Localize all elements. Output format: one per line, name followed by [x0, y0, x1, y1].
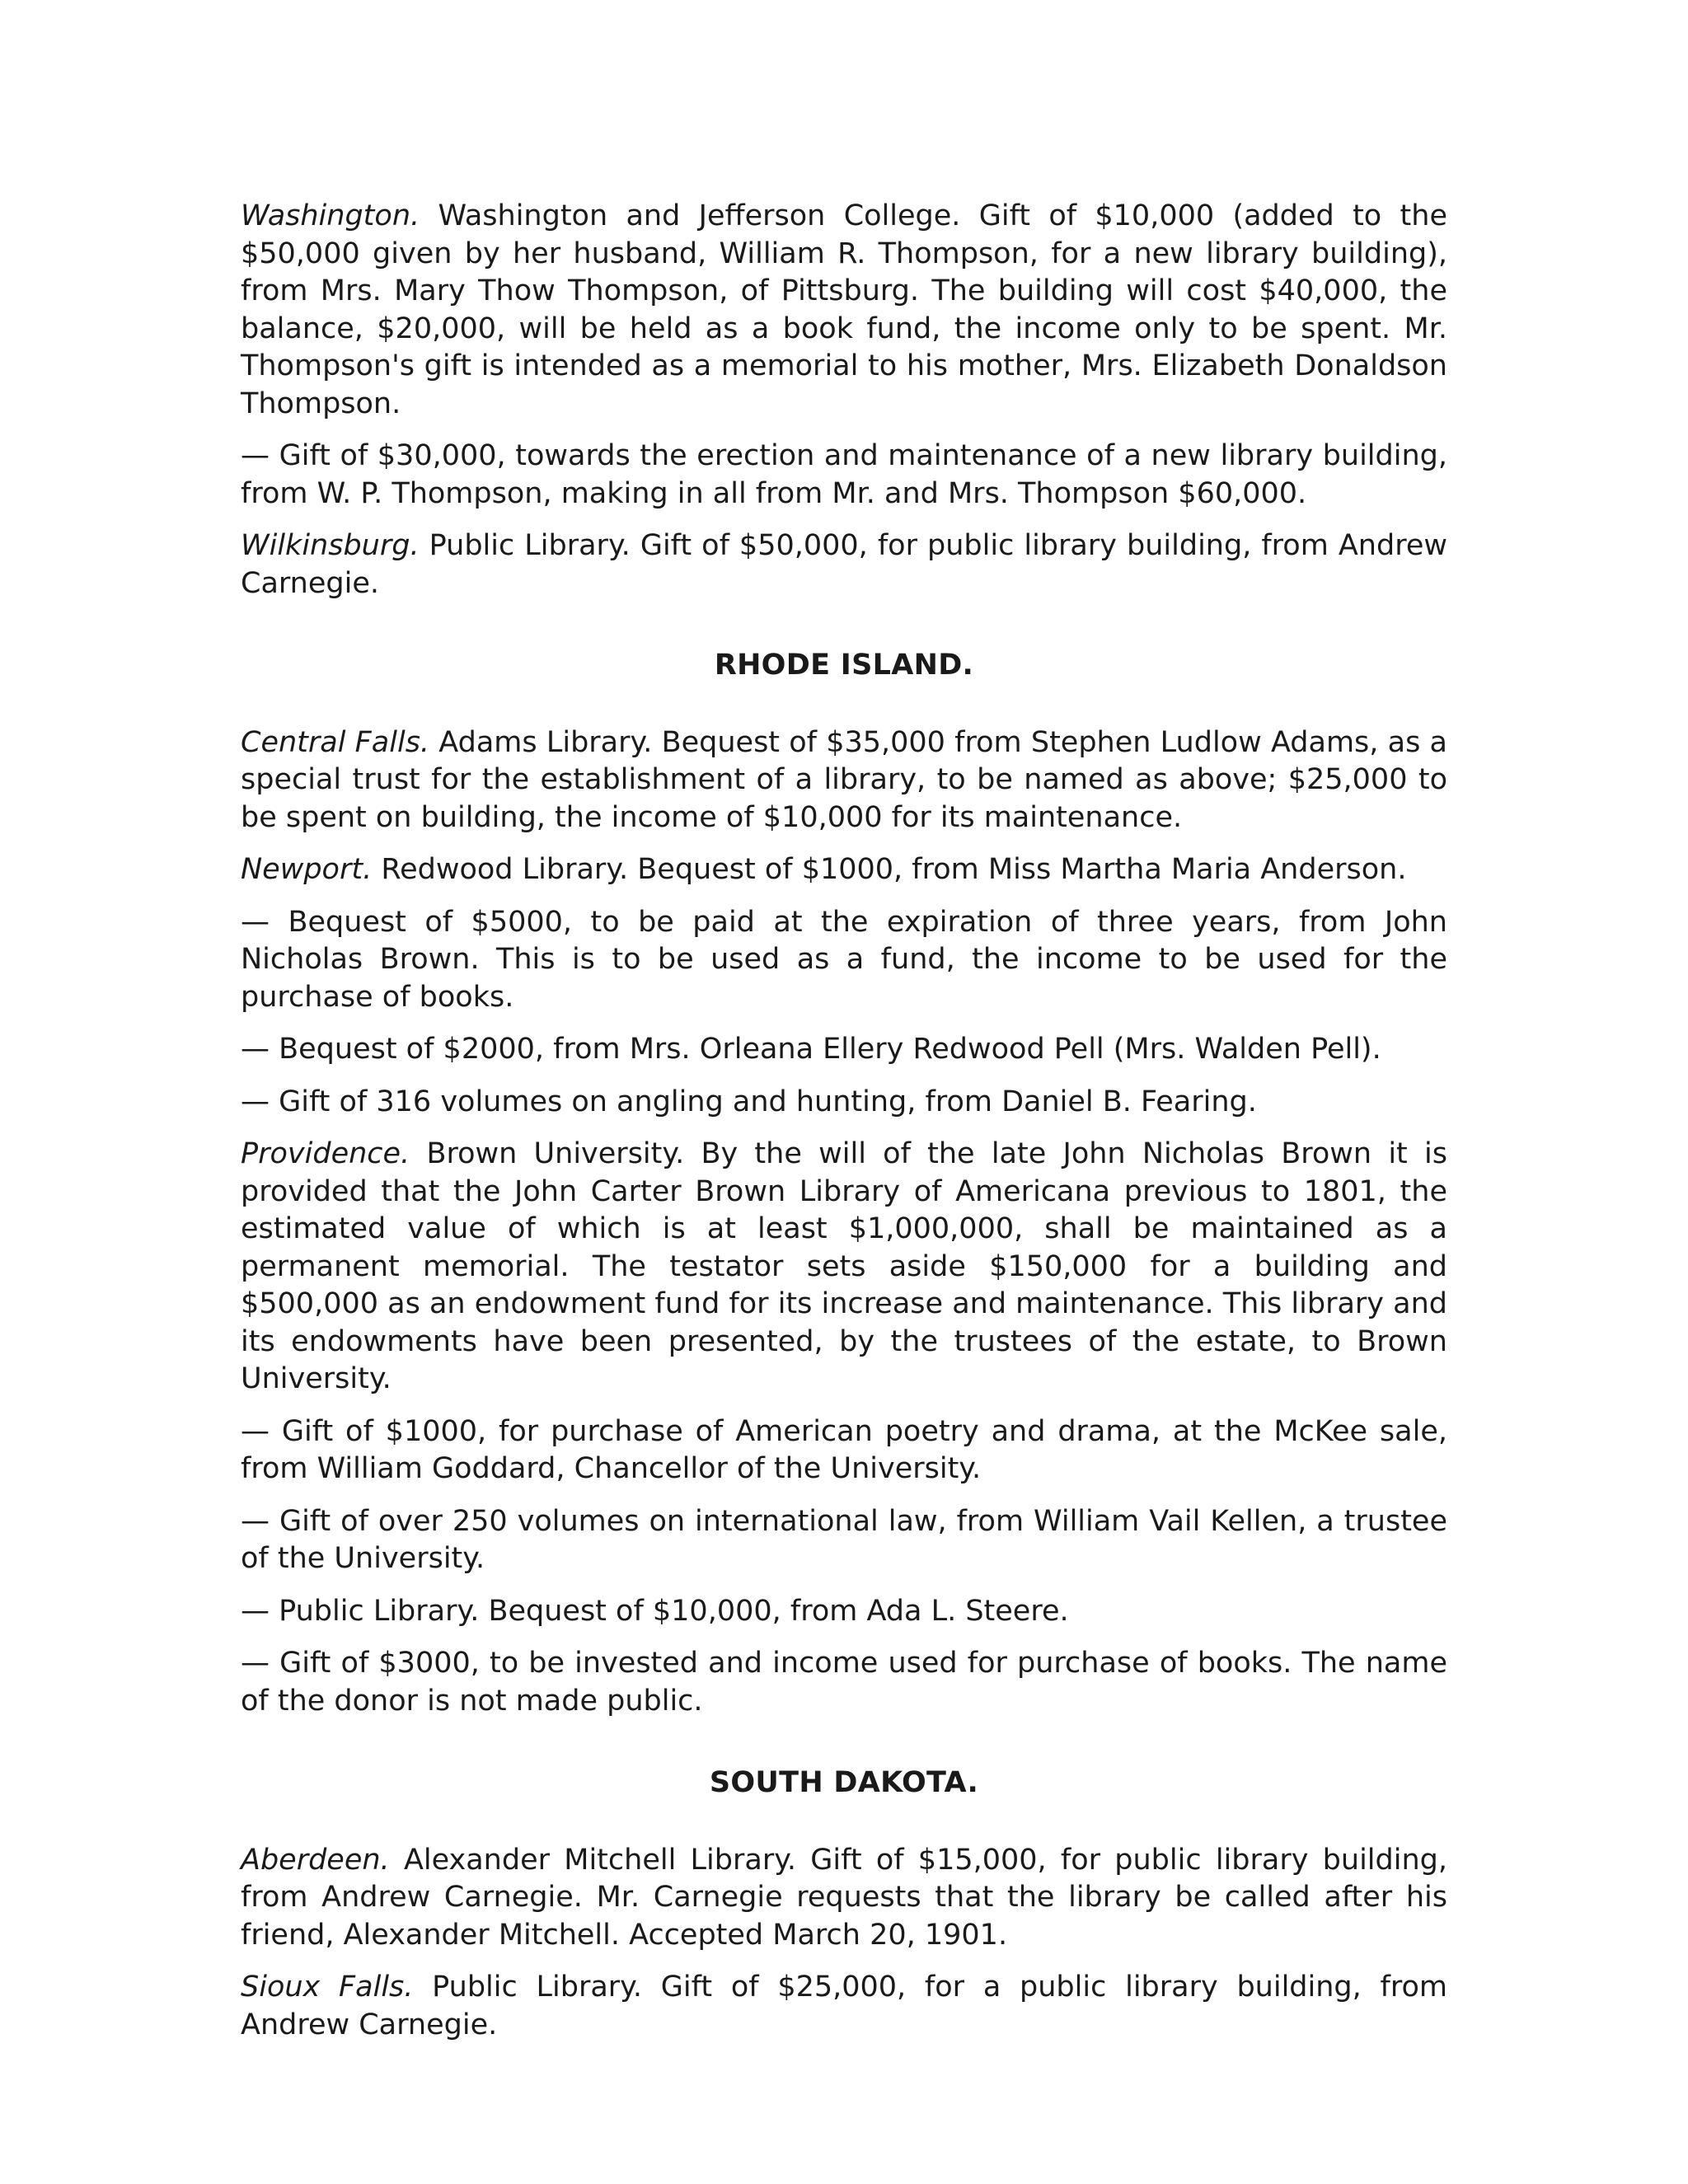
- entry-providence-steere-bequest: [241, 1593, 1447, 1631]
- entry-central-falls: [241, 724, 1447, 837]
- entry-text: Adams Library. Bequest of $35,000 from Stephen Ludlow Adams, as a special trust for the establishment of a library, to be named as above; $25,000 to be spent on building, the income of $10,000 for its maintenance.: [241, 725, 1447, 834]
- entry-providence-anonymous-gift: [241, 1645, 1447, 1720]
- entry-text: Brown University. By the will of the late John Nicholas Brown it is provided that the John Carter Brown Library of Americana previous to 1801, the estimated value of which is at least $1,000,000, shall be maintained as a permanent memorial. The testator sets aside $150,000 for a building and $500,000 as an endowment fund for its increase and maintenance. This library and its endowments have been presented, by the trustees of the estate, to Brown University.: [241, 1137, 1447, 1395]
- rhode-island-section: [241, 647, 1447, 1720]
- entry-newport-pell-bequest: [241, 1031, 1447, 1069]
- entry-text: — Public Library. Bequest of $10,000, from Ada L. Steere.: [241, 1594, 1069, 1628]
- section-heading-south-dakota: SOUTH DAKOTA.: [709, 1766, 979, 1799]
- place-name: Sioux Falls.: [241, 1971, 414, 2004]
- entry-text: — Gift of $3000, to be invested and income used for purchase of books. The name of the donor is not made public.: [241, 1647, 1447, 1718]
- place-name: Providence.: [241, 1137, 410, 1170]
- entry-washington: [241, 198, 1447, 423]
- entry-providence-goddard-gift: [241, 1413, 1447, 1488]
- pennsylvania-continued-section: [241, 198, 1447, 602]
- place-name: Wilkinsburg.: [241, 529, 420, 562]
- place-name: Aberdeen.: [241, 1843, 390, 1877]
- entry-wilkinsburg: [241, 527, 1447, 602]
- entry-aberdeen: [241, 1842, 1447, 1955]
- entry-text: — Bequest of $2000, from Mrs. Orleana Ellery Redwood Pell (Mrs. Walden Pell).: [241, 1033, 1381, 1066]
- entry-sioux-falls: [241, 1969, 1447, 2044]
- entry-text: — Gift of over 250 volumes on international law, from William Vail Kellen, a trustee of the University.: [241, 1504, 1447, 1575]
- entry-text: — Gift of $1000, for purchase of American poetry and drama, at the McKee sale, from William Goddard, Chancellor of the University.: [241, 1414, 1447, 1485]
- entry-text: Alexander Mitchell Library. Gift of $15,000, for public library building, from Andrew Carnegie. Mr. Carnegie requests that the library be called after his friend, Alexander Mitchell. Accepted March 20, 1901.: [241, 1843, 1447, 1952]
- entry-text: — Gift of 316 volumes on angling and hunting, from Daniel B. Fearing.: [241, 1085, 1257, 1118]
- entry-providence: [241, 1136, 1447, 1399]
- entry-newport-fearing-gift: [241, 1084, 1447, 1122]
- entry-newport: [241, 851, 1447, 889]
- place-name: Washington.: [241, 199, 420, 232]
- entry-text: Washington and Jefferson College. Gift of $10,000 (added to the $50,000 given by her husband, William R. Thompson, for a new library building), from Mrs. Mary Thow Thompson, of Pittsburg. The building will cost $40,000, the balance, $20,000, will be held as a book fund, the income only to be spent. Mr. Thompson's gift is intended as a memorial to his mother, Mrs. Elizabeth Donaldson Thompson.: [241, 199, 1447, 420]
- entry-text: Redwood Library. Bequest of $1000, from Miss Martha Maria Anderson.: [381, 853, 1407, 886]
- section-heading-rhode-island: RHODE ISLAND.: [714, 649, 974, 682]
- entry-text: Public Library. Gift of $25,000, for a public library building, from Andrew Carnegie.: [241, 1971, 1447, 2041]
- document-page: [241, 198, 1447, 2059]
- entry-text: Public Library. Gift of $50,000, for public library building, from Andrew Carnegie.: [241, 529, 1447, 600]
- entry-providence-kellen-gift: [241, 1503, 1447, 1578]
- place-name: Newport.: [241, 853, 373, 886]
- place-name: Central Falls.: [241, 725, 430, 759]
- entry-washington-thompson-gift: [241, 438, 1447, 513]
- entry-newport-brown-bequest: [241, 904, 1447, 1017]
- entry-text: — Bequest of $5000, to be paid at the expiration of three years, from John Nicholas Brown. This is to be used as a fund, the income to be used for the purchase of books.: [241, 905, 1447, 1014]
- entry-text: — Gift of $30,000, towards the erection and maintenance of a new library building, from W. P. Thompson, making in all from Mr. and Mrs. Thompson $60,000.: [241, 439, 1447, 510]
- south-dakota-section: [241, 1765, 1447, 2044]
